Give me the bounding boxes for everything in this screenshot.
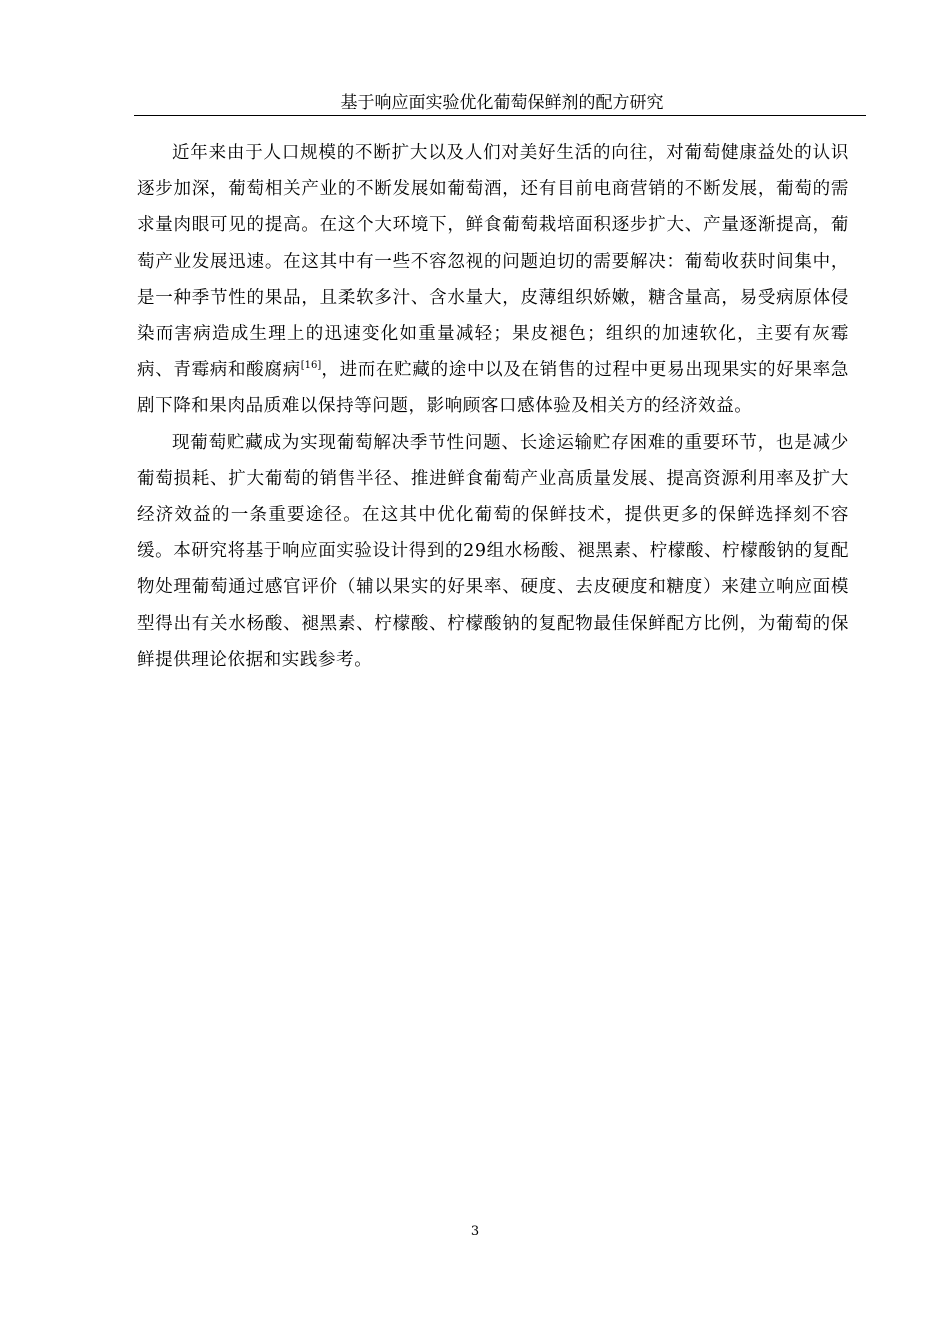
paragraph-research-purpose: 现葡萄贮藏成为实现葡萄解决季节性问题、长途运输贮存困难的重要环节，也是减少葡萄损耗、扩大葡萄的销售半径、推进鲜食葡萄产业高质量发展、提高资源利用率及扩大经济效益的一条重要途径。在这其中优化葡萄的保鲜技术，提供更多的保鲜选择刻不容缓。本研究将基于响应面实验设计得到的29组水杨酸、褪黑素、柠檬酸、柠檬酸钠的复配物处理葡萄通过感官评价（辅以果实的好果率、硬度、去皮硬度和糖度）来建立响应面模型得出有关水杨酸、褪黑素、柠檬酸、柠檬酸钠的复配物最佳保鲜配方比例，为葡萄的保鲜提供理论依据和实践参考。 (137, 432, 849, 670)
running-header-title: 基于响应面实验优化葡萄保鲜剂的配方研究 (340, 93, 664, 113)
citation-reference: [16] (300, 360, 322, 372)
header-divider (134, 115, 866, 116)
page-number: 3 (470, 1224, 480, 1239)
body-text (137, 135, 849, 678)
paragraph-intro (137, 135, 849, 425)
paragraph-intro-text-end: ，进而在贮藏的途中以及在销售的过程中更易出现果实的好果率急剧下降和果肉品质难以保持等问题，影响顾客口感体验及相关方的经济效益。 (137, 360, 849, 417)
paragraph-intro-text-start: 近年来由于人口规模的不断扩大以及人们对美好生活的向往，对葡萄健康益处的认识逐步加深，葡萄相关产业的不断发展如葡萄酒，还有目前电商营销的不断发展，葡萄的需求量肉眼可见的提高。在这个大环境下，鲜食葡萄栽培面积逐步扩大、产量逐渐提高，葡萄产业发展迅速。在这其中有一些不容忽视的问题迫切的需要解决：葡萄收获时间集中，是一种季节性的果品，且柔软多汁、含水量大，皮薄组织娇嫩，糖含量高，易受病原体侵染而害病造成生理上的迅速变化如重量减轻；果皮褪色；组织的加速软化，主要有灰霉病、青霉病和酸腐病 (137, 143, 849, 381)
